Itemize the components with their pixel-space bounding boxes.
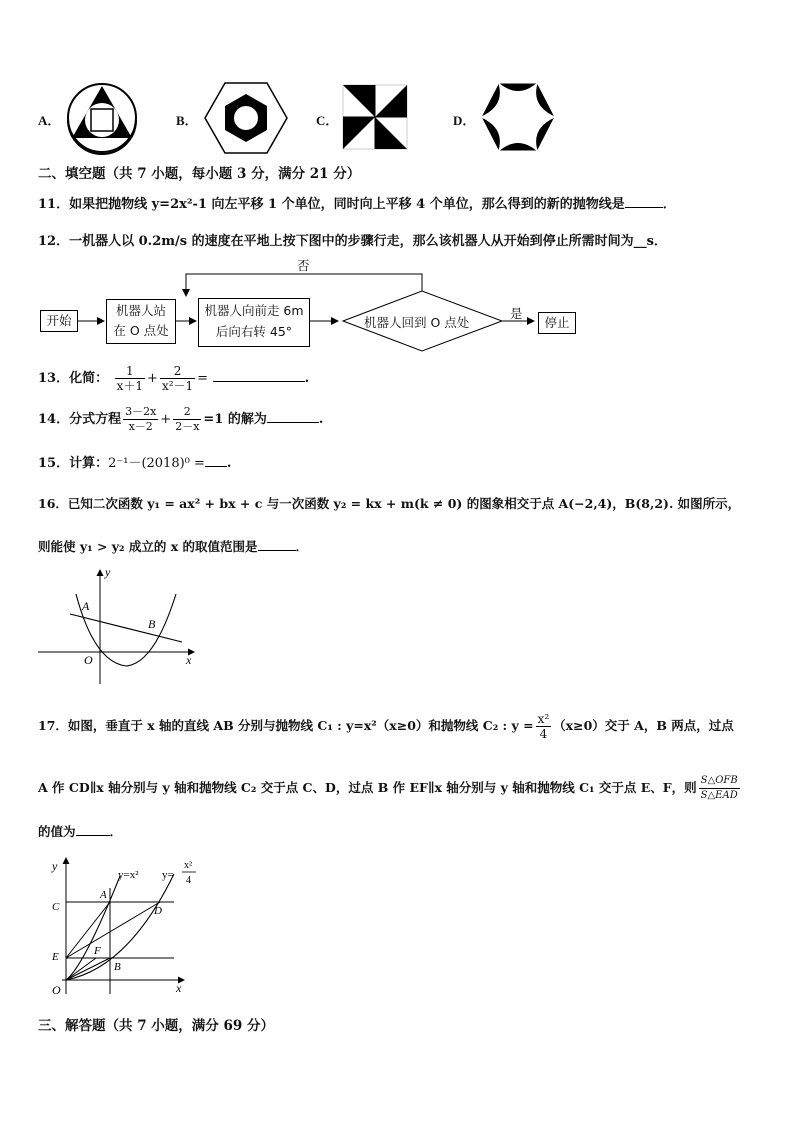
q17-parabola-c1 bbox=[66, 876, 120, 980]
q17-segment-ea bbox=[66, 902, 110, 958]
q13-f2-den: x²－1 bbox=[161, 379, 194, 393]
q12-unit: s． bbox=[646, 234, 667, 249]
q17-segment-ob bbox=[66, 958, 110, 980]
q13-fraction-1 bbox=[115, 364, 145, 393]
flow-step-1 bbox=[106, 299, 176, 344]
q17-figure bbox=[44, 848, 214, 1000]
q16-label-a: A bbox=[82, 599, 90, 613]
q17-label-d: D bbox=[154, 905, 162, 917]
q13-answer-blank bbox=[213, 381, 305, 382]
q17-label-c2-lhs: y= bbox=[162, 869, 174, 881]
question-14 bbox=[38, 405, 323, 434]
q17-label-o: O bbox=[52, 983, 61, 997]
choice-d-label: D． bbox=[453, 113, 476, 128]
flow-yes-label: 是 bbox=[510, 306, 523, 321]
question-17-line-2 bbox=[38, 774, 742, 803]
flow-step-2 bbox=[198, 298, 310, 347]
q17-line-1a: 17．如图，垂直于 x 轴的直线 AB 分别与抛物线 C₁ : y=x²（x≥0）和抛物线 C₂ : y = bbox=[38, 718, 534, 733]
flow-start: 开始 bbox=[40, 310, 78, 332]
q17-segment-ed bbox=[66, 902, 160, 958]
q13-prefix: 13．化简： bbox=[38, 371, 109, 386]
flow-step-1-line-1: 机器人站 bbox=[115, 303, 166, 318]
choice-b-label: B． bbox=[176, 113, 198, 128]
flow-decision: 机器人回到 O 点处 bbox=[364, 315, 470, 330]
flow-step-1-line-2: 在 O 点处 bbox=[113, 323, 169, 338]
q17-ratio-num: S△OFB bbox=[699, 774, 740, 789]
question-17-line-3 bbox=[38, 822, 122, 840]
flow-step-2-line-1: 机器人向前走 6m bbox=[204, 303, 304, 318]
q17-ratio bbox=[699, 774, 740, 803]
q17-f-num: x² bbox=[537, 712, 550, 726]
q14-end: . bbox=[318, 412, 324, 427]
q16-label-y: y bbox=[105, 565, 111, 579]
q13-fraction-2 bbox=[160, 364, 195, 393]
q17-label-y: y bbox=[52, 859, 58, 873]
q17-label-c: C bbox=[52, 901, 60, 913]
q14-answer-blank bbox=[267, 422, 319, 423]
q17-label-f: F bbox=[94, 945, 101, 957]
q14-f2-num: 2 bbox=[173, 405, 201, 420]
question-16-line-2 bbox=[38, 537, 308, 555]
q16-answer-blank bbox=[258, 550, 296, 551]
q17-label-x: x bbox=[176, 981, 182, 995]
q16-label-x: x bbox=[186, 653, 192, 667]
q12-answer-blank: __ bbox=[633, 234, 647, 249]
section-2-title: 二、填空题（共 7 小题，每小题 3 分，满分 21 分） bbox=[38, 166, 361, 182]
q14-plus: + bbox=[160, 412, 172, 427]
q14-prefix: 14．分式方程 bbox=[38, 412, 122, 427]
q17-line-3-text: 的值为 bbox=[38, 824, 76, 839]
q14-f2-den: 2－x bbox=[175, 420, 200, 433]
q13-end: . bbox=[304, 371, 310, 386]
q17-end: ． bbox=[109, 824, 123, 839]
q17-fraction bbox=[536, 712, 552, 741]
question-13 bbox=[38, 364, 309, 393]
q14-fraction-1 bbox=[123, 405, 158, 434]
q16-label-o: O bbox=[84, 653, 93, 667]
q14-f1-den: x－2 bbox=[128, 420, 153, 433]
q13-f2-num: 2 bbox=[160, 364, 195, 379]
flow-step-2-line-2: 后向右转 45° bbox=[215, 324, 293, 339]
flow-no-label: 否 bbox=[297, 258, 310, 273]
flow-stop: 停止 bbox=[538, 312, 576, 334]
section-3-title: 三、解答题（共 7 小题，满分 69 分） bbox=[38, 1018, 274, 1034]
q15-answer-blank bbox=[205, 466, 227, 467]
q11-text: 11．如果把抛物线 y=2x²-1 向左平移 1 个单位，同时向上平移 4 个单位，那么得到的新的抛物线是 bbox=[38, 197, 625, 212]
question-17-line-1 bbox=[38, 712, 734, 741]
q16-label-b: B bbox=[148, 617, 156, 631]
choice-a-label: A． bbox=[38, 113, 61, 128]
q16-end: ． bbox=[295, 539, 309, 554]
q17-label-c2-den: 4 bbox=[186, 875, 191, 886]
q17-ratio-den: S△EAD bbox=[700, 790, 738, 801]
q11-end: ． bbox=[662, 197, 676, 212]
q15-expression: 2⁻¹－(2018)⁰ = bbox=[108, 456, 205, 471]
question-16-line-1: 16．已知二次函数 y₁ = ax² + bx + c 与一次函数 y₂ = kx + m(k ≠ 0) 的图象相交于点 A(−2,4)，B(8,2). 如图所示， bbox=[38, 496, 741, 511]
q15-end: . bbox=[226, 456, 232, 471]
q13-f1-den: x＋1 bbox=[116, 379, 144, 393]
q16-line-2-text: 则能使 y₁ > y₂ 成立的 x 的取值范围是 bbox=[38, 539, 258, 554]
q17-label-a: A bbox=[100, 889, 107, 901]
q15-prefix: 15．计算： bbox=[38, 456, 109, 471]
question-15 bbox=[38, 452, 231, 471]
q17-label-c2-num: x² bbox=[184, 860, 192, 871]
q17-line-1b: （x≥0）交于 A，B 两点，过点 bbox=[553, 718, 734, 733]
q13-f1-num: 1 bbox=[115, 364, 145, 379]
q14-fraction-2 bbox=[173, 405, 201, 434]
q17-label-e: E bbox=[52, 951, 59, 963]
q17-f-den: 4 bbox=[539, 727, 548, 741]
q13-plus: + bbox=[147, 371, 158, 386]
q14-f1-num: 3－2x bbox=[125, 405, 157, 418]
q17-answer-blank bbox=[76, 835, 110, 836]
q16-line bbox=[70, 614, 182, 642]
choice-c-label: C． bbox=[316, 113, 339, 128]
q17-line-2a: A 作 CD∥x 轴分别与 y 轴和抛物线 C₂ 交于点 C、D，过点 B 作 EF∥x 轴分别与 y 轴和抛物线 C₁ 交于点 E、F，则 bbox=[38, 780, 697, 795]
q13-equals: = bbox=[197, 371, 209, 386]
q16-figure bbox=[36, 564, 200, 688]
q12-text: 12．一机器人以 0.2m/s 的速度在平地上按下图中的步骤行走，那么该机器人从开始到停止所需时间为 bbox=[38, 234, 634, 249]
q14-rest: =1 的解为 bbox=[203, 412, 267, 427]
q17-label-b: B bbox=[114, 961, 121, 973]
q17-label-c1: y=x² bbox=[118, 869, 139, 881]
